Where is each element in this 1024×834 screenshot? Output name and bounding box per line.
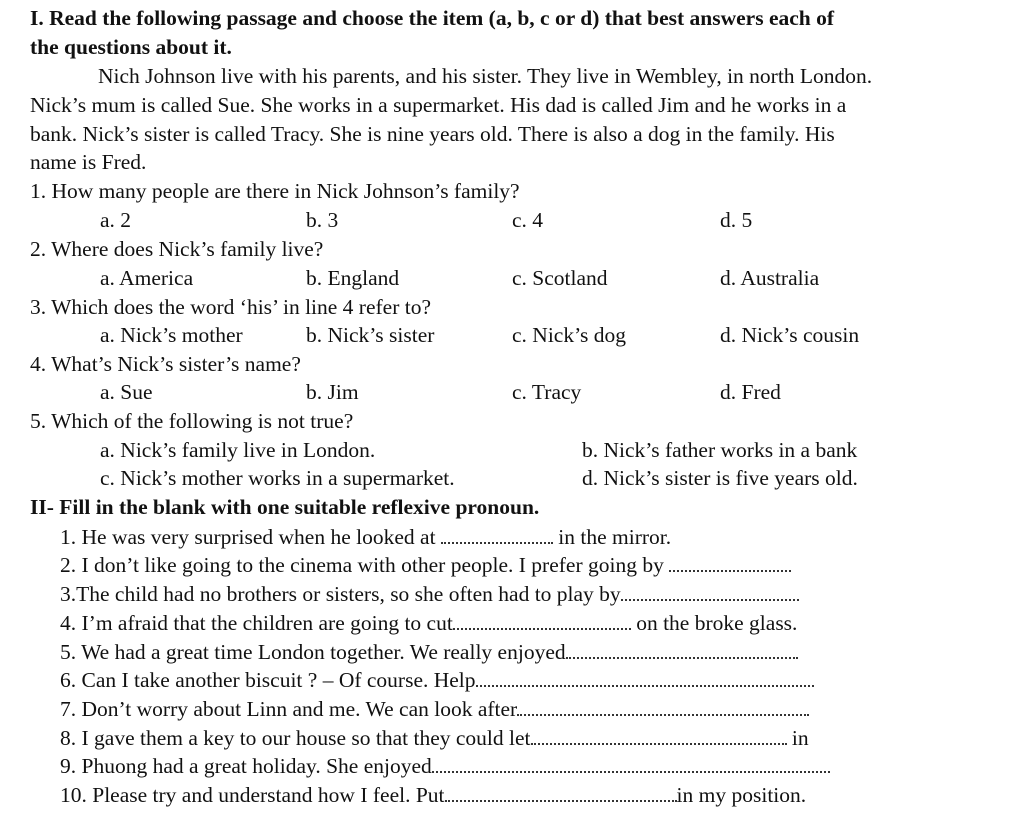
question-2: 2. Where does Nick’s family live? — [30, 237, 324, 261]
q4-option-a: a. Sue — [100, 380, 153, 404]
q3-option-a: a. Nick’s mother — [100, 323, 243, 347]
q2-option-b: b. England — [306, 266, 400, 290]
q4-option-c: c. Tracy — [512, 380, 582, 404]
fill-item-text-after: on the broke glass. — [630, 611, 798, 635]
question-3: 3. Which does the word ‘his’ in line 4 refer to? — [30, 295, 432, 319]
answer-blank[interactable] — [432, 757, 830, 773]
answer-blank[interactable] — [566, 643, 798, 659]
passage-line: name is Fred. — [30, 150, 147, 174]
fill-item-text: 3.The child had no brothers or sisters, so she often had to play by — [60, 582, 621, 606]
fill-item-1 — [60, 527, 671, 549]
fill-item-text: 2. I don’t like going to the cinema with other people. I prefer going by — [60, 553, 670, 577]
question-4: 4. What’s Nick’s sister’s name? — [30, 352, 301, 376]
answer-blank[interactable] — [517, 700, 809, 716]
fill-item-text: 5. We had a great time London together. We really enjoyed — [60, 640, 566, 664]
fill-item-8 — [60, 728, 809, 750]
q1-option-b: b. 3 — [306, 208, 339, 232]
q1-option-d: d. 5 — [720, 208, 753, 232]
answer-blank[interactable] — [441, 528, 553, 544]
fill-item-text: 9. Phuong had a great holiday. She enjoyed — [60, 754, 432, 778]
passage-line: Nich Johnson live with his parents, and his sister. They live in Wembley, in north London. — [98, 64, 873, 88]
q3-option-b: b. Nick’s sister — [306, 323, 435, 347]
fill-item-text: 7. Don’t worry about Linn and me. We can look after — [60, 697, 518, 721]
fill-item-10 — [60, 785, 806, 807]
fill-item-2 — [60, 555, 791, 577]
q2-option-a: a. America — [100, 266, 194, 290]
q2-option-c: c. Scotland — [512, 266, 608, 290]
question-5: 5. Which of the following is not true? — [30, 409, 354, 433]
q3-option-d: d. Nick’s cousin — [720, 323, 860, 347]
q4-option-b: b. Jim — [306, 380, 359, 404]
answer-blank[interactable] — [476, 671, 814, 687]
question-1: 1. How many people are there in Nick Johnson’s family? — [30, 179, 520, 203]
fill-item-7 — [60, 699, 809, 721]
fill-item-text-after: in the mirror. — [552, 525, 672, 549]
fill-item-text: 1. He was very surprised when he looked at — [60, 525, 441, 549]
q3-option-c: c. Nick’s dog — [512, 323, 627, 347]
answer-blank[interactable] — [531, 729, 787, 745]
section1-heading-line2: the questions about it. — [30, 35, 232, 59]
fill-item-text: 6. Can I take another biscuit ? – Of course. Help — [60, 668, 476, 692]
fill-item-text: 8. I gave them a key to our house so that they could let — [60, 726, 531, 750]
answer-blank[interactable] — [445, 786, 677, 802]
q2-option-d: d. Australia — [720, 266, 820, 290]
fill-item-6 — [60, 670, 814, 692]
answer-blank[interactable] — [669, 556, 791, 572]
fill-item-text-after: in — [786, 726, 809, 750]
q1-option-a: a. 2 — [100, 208, 132, 232]
q5-option-c: c. Nick’s mother works in a supermarket. — [100, 466, 455, 490]
answer-blank[interactable] — [621, 585, 799, 601]
fill-item-4 — [60, 613, 797, 635]
section2-heading: II- Fill in the blank with one suitable reflexive pronoun. — [30, 495, 540, 519]
section1-heading-line1: I. Read the following passage and choose the item (a, b, c or d) that best answers each of — [30, 6, 835, 30]
q1-option-c: c. 4 — [512, 208, 544, 232]
q4-option-d: d. Fred — [720, 380, 781, 404]
q5-option-b: b. Nick’s father works in a bank — [582, 438, 858, 462]
fill-item-text: 10. Please try and understand how I feel. Put — [60, 783, 445, 807]
answer-blank[interactable] — [453, 614, 631, 630]
passage-line: Nick’s mum is called Sue. She works in a supermarket. His dad is called Jim and he works in a — [30, 93, 847, 117]
fill-item-5 — [60, 642, 798, 664]
fill-item-9 — [60, 756, 830, 778]
q5-option-a: a. Nick’s family live in London. — [100, 438, 376, 462]
fill-item-3 — [60, 584, 799, 606]
q5-option-d: d. Nick’s sister is five years old. — [582, 466, 858, 490]
passage-line: bank. Nick’s sister is called Tracy. She is nine years old. There is also a dog in the family. His — [30, 122, 835, 146]
fill-item-text-after: in my position. — [676, 783, 807, 807]
fill-item-text: 4. I’m afraid that the children are going to cut — [60, 611, 453, 635]
